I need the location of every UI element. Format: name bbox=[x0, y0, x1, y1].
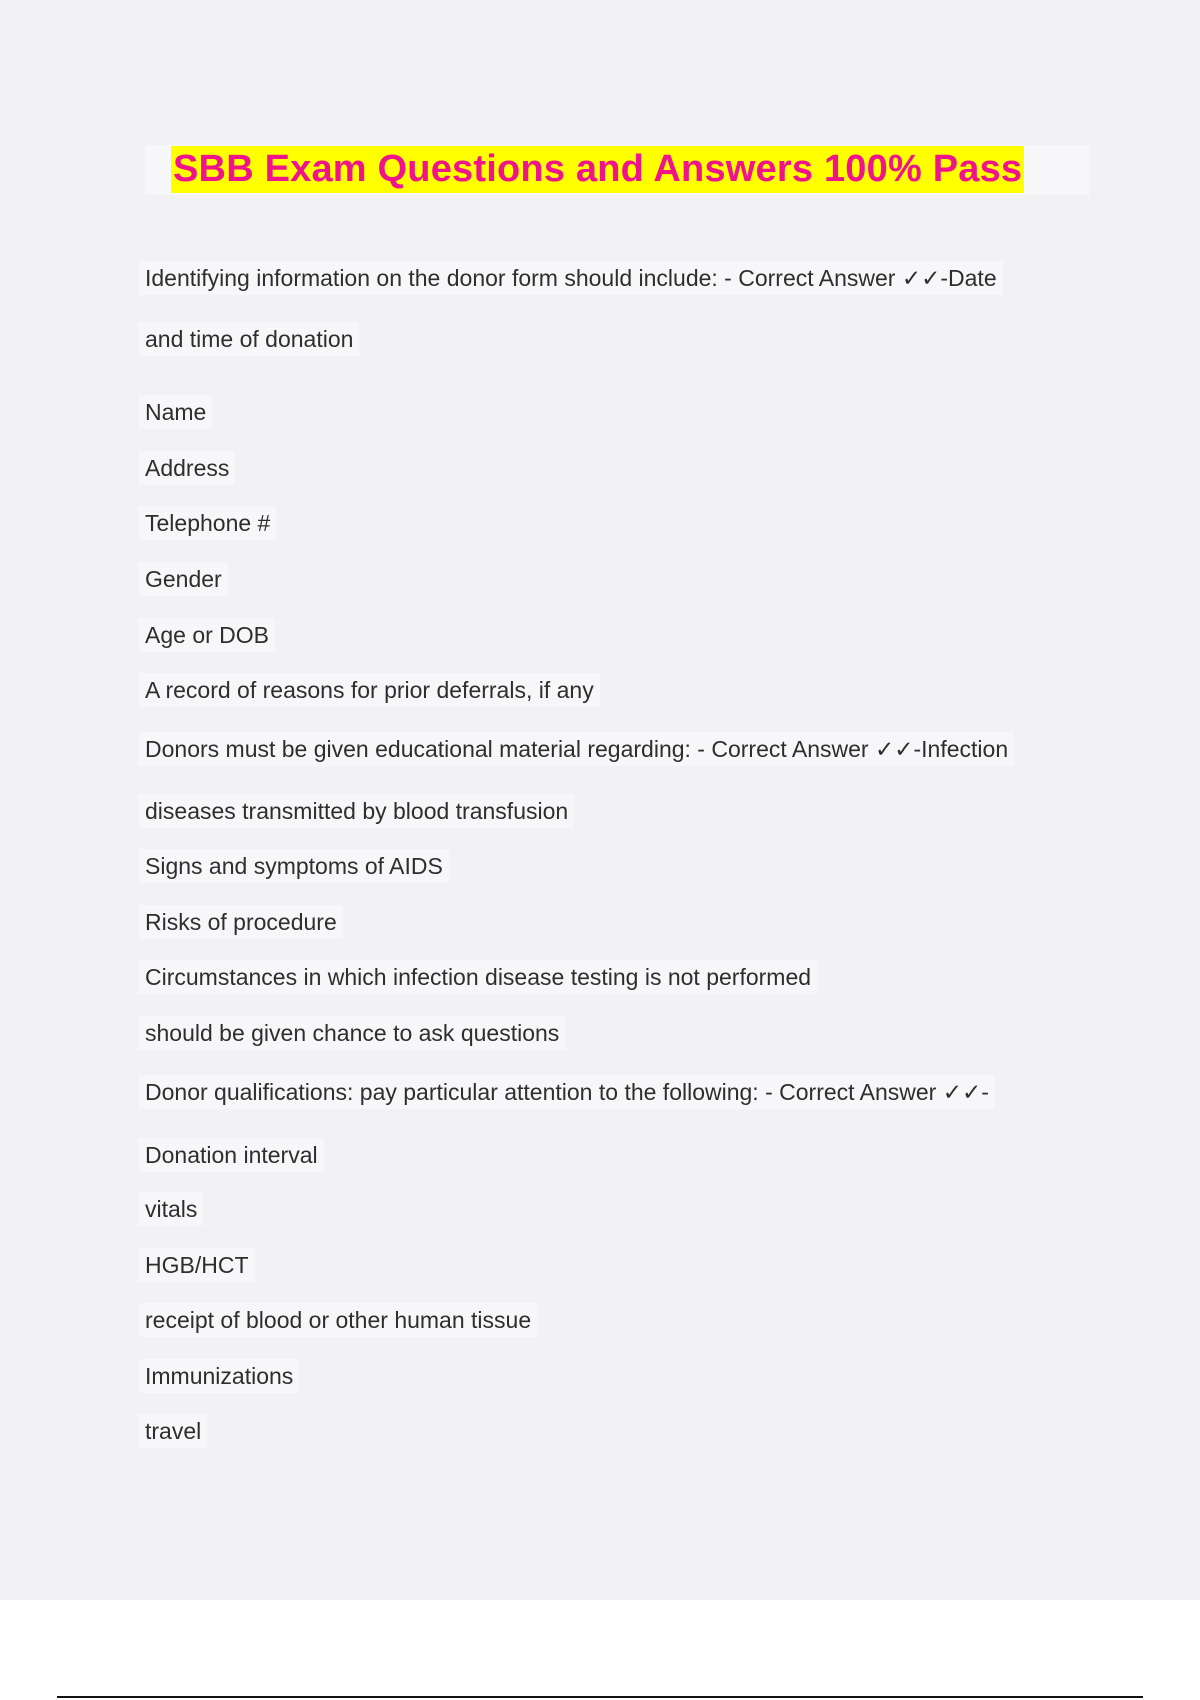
answer-line-12-text: Risks of procedure bbox=[139, 905, 343, 939]
answer-line-4 bbox=[145, 454, 235, 482]
answer-line-11-text: Signs and symptoms of AIDS bbox=[139, 849, 449, 883]
answer-line-7-text: Age or DOB bbox=[139, 618, 275, 652]
answer-line-3-text: Name bbox=[139, 395, 212, 429]
answer-line-21 bbox=[145, 1417, 207, 1445]
answer-line-4-text: Address bbox=[139, 451, 235, 485]
answer-line-2-text: and time of donation bbox=[139, 322, 359, 356]
answer-line-20 bbox=[145, 1362, 299, 1390]
answer-line-5 bbox=[145, 509, 276, 537]
answer-line-1 bbox=[145, 264, 1003, 292]
footer-divider bbox=[57, 1696, 1143, 1698]
answer-line-13-text: Circumstances in which infection disease testing is not performed bbox=[139, 960, 817, 994]
answer-line-17-text: vitals bbox=[139, 1192, 203, 1226]
answer-line-18 bbox=[145, 1251, 255, 1279]
answer-line-6-text: Gender bbox=[139, 562, 228, 596]
answer-line-15 bbox=[145, 1078, 995, 1106]
answer-line-8 bbox=[145, 676, 600, 704]
answer-line-3 bbox=[145, 398, 212, 426]
answer-line-18-text: HGB/HCT bbox=[139, 1248, 255, 1282]
answer-line-19 bbox=[145, 1306, 537, 1334]
answer-line-19-text: receipt of blood or other human tissue bbox=[139, 1303, 537, 1337]
answer-line-16-text: Donation interval bbox=[139, 1138, 324, 1172]
answer-line-5-text: Telephone # bbox=[139, 506, 276, 540]
answer-line-15-text: Donor qualifications: pay particular attention to the following: - Correct Answer ✓✓- bbox=[139, 1075, 995, 1109]
answer-line-9-text: Donors must be given educational material regarding: - Correct Answer ✓✓-Infection bbox=[139, 732, 1014, 766]
answer-line-10 bbox=[145, 797, 574, 825]
answer-line-20-text: Immunizations bbox=[139, 1359, 299, 1393]
answer-line-10-text: diseases transmitted by blood transfusion bbox=[139, 794, 574, 828]
answer-line-14-text: should be given chance to ask questions bbox=[139, 1016, 565, 1050]
answer-line-6 bbox=[145, 565, 228, 593]
answer-line-13 bbox=[145, 963, 817, 991]
answer-line-9 bbox=[145, 735, 1014, 763]
answer-line-7 bbox=[145, 621, 275, 649]
answer-line-11 bbox=[145, 852, 449, 880]
answer-line-14 bbox=[145, 1019, 565, 1047]
answer-line-21-text: travel bbox=[139, 1414, 207, 1448]
answer-line-17 bbox=[145, 1195, 203, 1223]
document-title: SBB Exam Questions and Answers 100% Pass bbox=[171, 146, 1024, 193]
answer-line-1-text: Identifying information on the donor form should include: - Correct Answer ✓✓-Date bbox=[139, 261, 1003, 295]
answer-line-12 bbox=[145, 908, 343, 936]
answer-line-2 bbox=[145, 325, 359, 353]
answer-line-16 bbox=[145, 1141, 324, 1169]
answer-line-8-text: A record of reasons for prior deferrals, if any bbox=[139, 673, 600, 707]
